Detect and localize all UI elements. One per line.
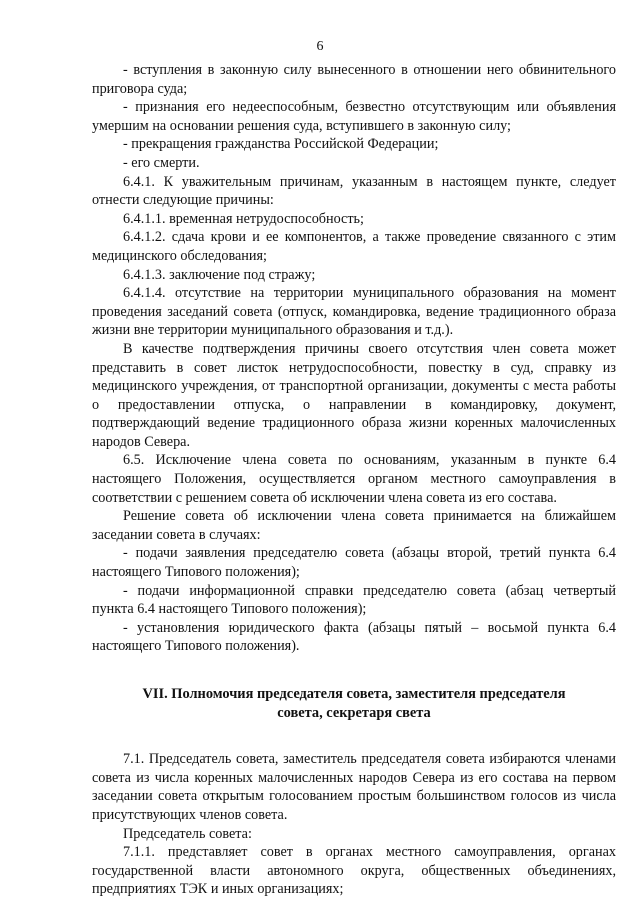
section-heading-line: VII. Полномочия председателя совета, заместителя председателя bbox=[142, 686, 566, 702]
page-number: 6 bbox=[316, 39, 324, 54]
paragraph: - признания его недееспособным, безвестно отсутствующим или объявления умершим на основании решения суда, вступившего в законную силу; bbox=[92, 99, 616, 134]
paragraph: 6.5. Исключение члена совета по основаниям, указанным в пункте 6.4 настоящего Положения, осуществляется органом местного самоуправления в соответствии с решением совета об исключении члена совета из его состава. bbox=[92, 452, 616, 506]
paragraph: - вступления в законную силу вынесенного в отношении него обвинительного приговора суда; bbox=[92, 62, 616, 97]
paragraph: - установления юридического факта (абзацы пятый – восьмой пункта 6.4 настоящего Типового положения). bbox=[92, 619, 616, 655]
paragraph: В качестве подтверждения причины своего отсутствия член совета может представить в совет листок нетрудоспособности, повестку в суд, справку из медицинского учреждения, от транспортной организации, документы с места работы о предоставлении отпуска, о направлении в командировку, документ, подтверждающий ведение традиционного образа жизни коренных малочисленных народов Севера. bbox=[92, 340, 616, 450]
paragraph: Председатель совета: bbox=[123, 825, 252, 842]
paragraph: - подачи информационной справки председателю совета (абзац четвертый пункта 6.4 настоящего Типового положения); bbox=[92, 582, 616, 618]
paragraph: 6.4.1.2. сдача крови и ее компонентов, а также проведение связанного с этим медицинского обследования; bbox=[92, 229, 616, 264]
section-heading bbox=[92, 685, 616, 722]
paragraph: 7.1.1. представляет совет в органах местного самоуправления, органах государственной власти автономного округа, общественных объединениях, предприятиях ТЭК и иных организациях; bbox=[92, 844, 616, 898]
paragraph: - его смерти. bbox=[123, 154, 200, 171]
document-body bbox=[92, 61, 616, 899]
paragraph: 7.1. Председатель совета, заместитель председателя совета избираются членами совета из числа коренных малочисленных народов Севера из его состава на первом заседании совета открытым голосованием простым большинством голосов из числа присутствующих членов совета. bbox=[92, 751, 616, 823]
section-heading-line: совета, секретаря света bbox=[277, 704, 431, 721]
paragraph: - подачи заявления председателю совета (абзацы второй, третий пункта 6.4 настоящего Типового положения); bbox=[92, 545, 616, 581]
paragraph: 6.4.1. К уважительным причинам, указанным в настоящем пункте, следует отнести следующие причины: bbox=[92, 173, 616, 209]
paragraph: 6.4.1.4. отсутствие на территории муниципального образования на момент проведения заседаний совета (отпуск, командировка, ведение традиционного образа жизни вне территории муниципального образования и т.д.). bbox=[92, 285, 616, 339]
paragraph: 6.4.1.3. заключение под стражу; bbox=[123, 266, 316, 283]
paragraph: 6.4.1.1. временная нетрудоспособность; bbox=[123, 210, 364, 227]
paragraph: Решение совета об исключении члена совета принимается на ближайшем заседании совета в случаях: bbox=[92, 508, 616, 543]
paragraph: - прекращения гражданства Российской Федерации; bbox=[123, 136, 439, 153]
